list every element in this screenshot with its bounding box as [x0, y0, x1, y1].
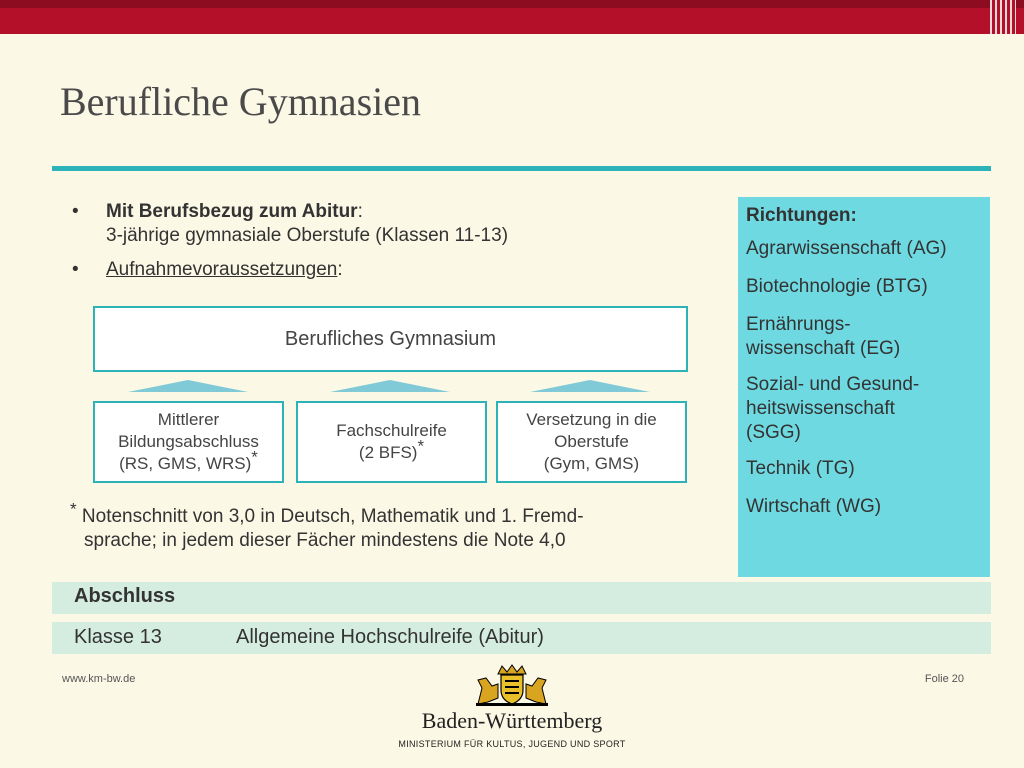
richtung-item-wg: Wirtschaft (WG): [746, 496, 882, 517]
top-banner-stripes: [990, 0, 1016, 34]
footnote: [70, 499, 710, 553]
richtung-item-tg: Technik (TG): [746, 458, 855, 479]
bullet-item-1: [72, 200, 692, 248]
box-fachschulreife: [296, 401, 487, 483]
bullet-2-colon: :: [337, 259, 343, 280]
box2-line2: (2 BFS): [358, 443, 418, 462]
footnote-line1: Notenschnitt von 3,0 in Deutsch, Mathematik und 1. Fremd-: [81, 506, 584, 527]
box3-line1: Versetzung in die: [526, 410, 657, 429]
abschluss-header-label: Abschluss: [74, 585, 176, 607]
baden-wuerttemberg-crest-icon: [474, 664, 550, 706]
richtungen-heading: Richtungen:: [746, 205, 857, 226]
footnote-line2: sprache; in jedem dieser Fächer mindestens die Note 4,0: [84, 530, 566, 551]
box1-star: *: [251, 447, 258, 467]
slide-number: Folie 20: [924, 673, 964, 685]
top-banner: [0, 0, 1024, 34]
richtungen-panel: [738, 197, 990, 577]
box-main-label: Berufliches Gymnasium: [284, 327, 497, 350]
box2-star: *: [417, 436, 425, 456]
footnote-star: *: [70, 499, 77, 519]
bullet-1-bold: Mit Berufsbezug zum Abitur: [106, 201, 358, 222]
arrow-up-icon: [330, 380, 450, 392]
bullet-1-line2: 3-jährige gymnasiale Oberstufe (Klassen 11-13): [106, 225, 509, 246]
footnote-line1-wrap: [70, 499, 584, 527]
box-mittlerer-bildungsabschluss: [93, 401, 284, 483]
box1-line3-wrap: [119, 447, 258, 475]
richtung-item-ag: Agrarwissenschaft (AG): [746, 238, 947, 259]
box2-line2-wrap: [358, 436, 425, 464]
richtung-item-btg: Biotechnologie (BTG): [746, 276, 928, 297]
bullet-list: [72, 200, 692, 292]
box1-line2: Bildungsabschluss: [118, 432, 259, 451]
slide-title: Berufliche Gymnasien: [60, 79, 421, 124]
richtung-item-eg: Ernährungs- wissenschaft (EG): [746, 314, 901, 359]
bullet-2-underlined: Aufnahmevoraussetzungen: [106, 259, 338, 280]
bullet-dot: •: [72, 201, 79, 222]
box-berufliches-gymnasium: [93, 306, 688, 372]
abschluss-qualification: Allgemeine Hochschulreife (Abitur): [236, 626, 544, 648]
abschluss-class: Klasse 13: [74, 626, 162, 648]
bullet-item-2: [72, 258, 692, 282]
bullet-dot: •: [72, 259, 79, 280]
state-name: Baden-Württemberg: [421, 708, 603, 733]
ministry-name: MINISTERIUM FÜR KULTUS, JUGEND UND SPORT: [398, 739, 626, 749]
richtung-item-sgg: Sozial- und Gesund- heitswissenschaft (SGG): [746, 374, 920, 443]
arrow-up-icon: [128, 380, 248, 392]
box2-line1: Fachschulreife: [336, 421, 447, 440]
arrow-up-icon: [530, 380, 650, 392]
abschluss-header: [52, 582, 991, 614]
abschluss-row: [52, 622, 991, 654]
box1-line3: (RS, GMS, WRS): [119, 454, 252, 473]
box3-line2: Oberstufe: [554, 432, 629, 451]
top-banner-dark-strip: [0, 0, 1024, 8]
box3-line3: (Gym, GMS): [543, 454, 640, 473]
bullet-1-colon: :: [357, 201, 363, 222]
box1-line1: Mittlerer: [157, 410, 220, 429]
box-versetzung-oberstufe: [496, 401, 687, 483]
footer-url: www.km-bw.de: [62, 673, 136, 685]
title-divider: [52, 166, 991, 171]
